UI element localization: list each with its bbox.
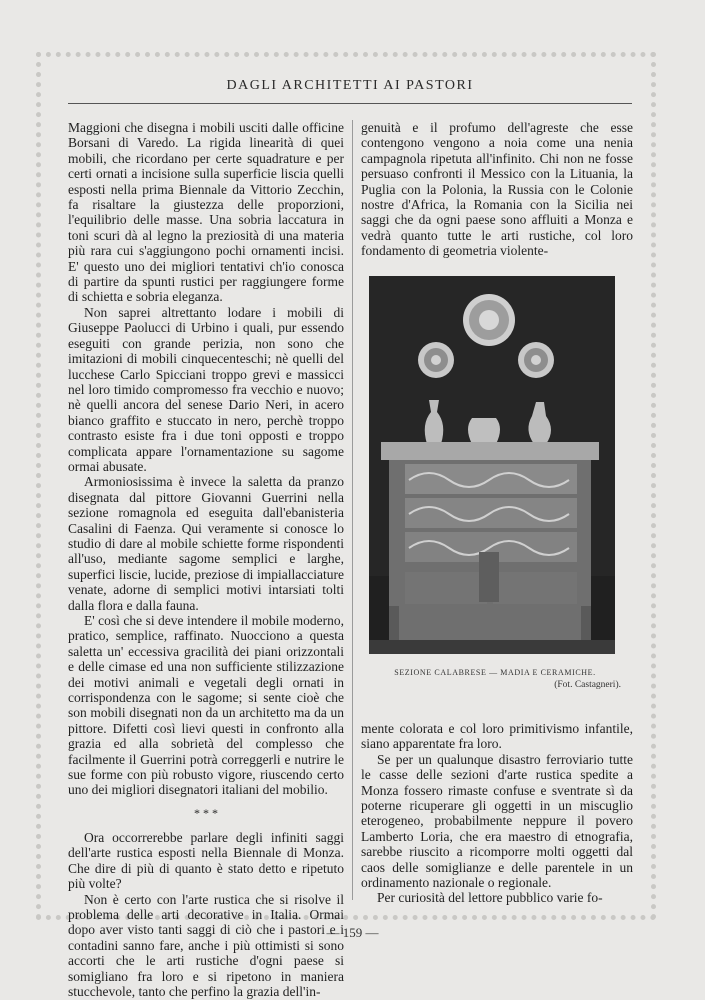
page-number: — 159 — [326,925,379,940]
left-column [68,120,344,999]
paragraph: Ora occorrerebbe parlare degli infiniti saggi dell'arte rustica esposti nella Biennale di Monza. Che dire di più di quanto è stato detto e ripetuto più volte? [68,829,344,892]
madia-photo-illustration [369,276,615,654]
paragraph: Non saprei altrettanto lodare i mobili di Giuseppe Paolucci di Urbino i quali, pur essendo eseguiti con grande perizia, non sono che imitazioni di mobili cinquecenteschi; nè quelli del lucchese Carlo Spicciani troppo grevi e massicci nel loro timido compromesso fra vecchio e nuovo; nè quelli ancora del senese Dario Neri, in acero bianco graffito e stuccato in nero, perchè troppo contrasto esiste fra i due toni opposti e troppo complicata appare l'ornamentazione su sagome ormai abusate. [68,304,344,474]
paragraph: Per curiosità del lettore pubblico varie fo- [377,890,603,906]
paragraph: mente colorata e col loro primitivismo infantile, siano apparentate fra loro. [361,721,633,752]
right-column-top [361,120,633,259]
paragraph: Se per un qualunque disastro ferroviario tutte le casse delle sezioni d'arte rustica spedite a Monza fossero rimaste confuse e sventrate sì da poterne ricuperare gli oggetti in un miscuglio eterogeneo, probabilmente neppure il povero Lamberto Loria, che era maestro di etnografia, sarebbe riuscito a ricomporre molti oggetti dal caos delle somiglianze e delle parentele in un ordinamento nazionale o regionale. [361,751,633,891]
photograph [369,276,615,654]
paragraph: genuità e il profumo dell'agreste che esse contengono vengono a noia come una nenia campagnola ripetuta all'infinito. Chi non ne fosse persuaso confronti il Messico con la Lituania, la Puglia con la Polonia, la Russia con le Colonie nostre d'Africa, la Romania con la Sicilia nei saggi che da ogni paese sono affluiti a Monza e vedrà quanto tutte le arti rustiche, col loro fondamento di geometria violente- [361,120,633,259]
paragraph: Armoniosissima è invece la saletta da pranzo disegnata dal pittore Giovanni Guerrini nella sezione romagnola ed eseguita dall'ebanisteria Casalini di Faenza. Qui veramente si conosce lo studio di dare al mobile schiette forme rispondenti all'uso, mediante sagome semplici e larghe, superfici liscie, lucide, preziose di impiallacciature venate, adorne di semplici motivi intarsiati tolti dalla flora e dalla fauna. [68,474,344,613]
paragraph: Maggioni che disegna i mobili usciti dalle officine Borsani di Varedo. La rigida linearità di quei mobili, che ricordano per certe squadrature e per certi ornati a incisione sulla superficie liscia quelli esposti nella prima Biennale da Vittorio Zecchin, fa risaltare la giustezza delle proporzioni, l'equilibrio delle masse. Una sobria laccatura in toni scuri dà al legno la preziosità di una materia più rara cui s'aggiungono pochi ornamenti incisi. E' questo uno dei migliori tentativi ch'io conosca di partire da spunti rustici per raggiungere forme di schietta e sobria eleganza. [68,120,344,305]
figure-caption: SEZIONE CALABRESE — MADIA E CERAMICHE. [394,668,596,677]
paragraph: E' così che si deve intendere il mobile moderno, pratico, semplice, raffinato. Nuocciono a questa saletta un' eccessiva gracilità dei piani orizzontali e delle cimase ed una non sufficiente stilizzazione dei motivi animali e vegetali degli ornati in corrispondenza con le sagome; si sente cioè che son mobili disegnati non da un architetto ma da un pittore. Difetti così lievi questi in confronto alla grazia ed alla sobrietà del complesso che facilmente il Guerrini potrà correggerli e nutrire le sue forme con più robusto vigore, riuscendo certo uno dei migliori disegnatori italiani del mobilio. [68,613,344,798]
photo-credit: (Fot. Castagneri). [554,680,621,690]
section-separator: * * * [194,805,218,820]
header-rule [68,103,632,104]
column-divider [352,120,353,900]
right-column-bottom [361,721,633,906]
paragraph: Non è certo con l'arte rustica che si risolve il problema delle arti decorative in Italia. Ormai dopo aver visto tanti saggi di ciò che i pastori e i contadini sanno fare, anche i più ottimisti si sono accorti che le arti rustiche d'ogni paese si somigliano fra loro e si ripetono in maniera stucchevole, tanto che perfino la grazia dell'in- [68,891,344,999]
running-header: DAGLI ARCHITETTI AI PASTORI [226,78,474,93]
